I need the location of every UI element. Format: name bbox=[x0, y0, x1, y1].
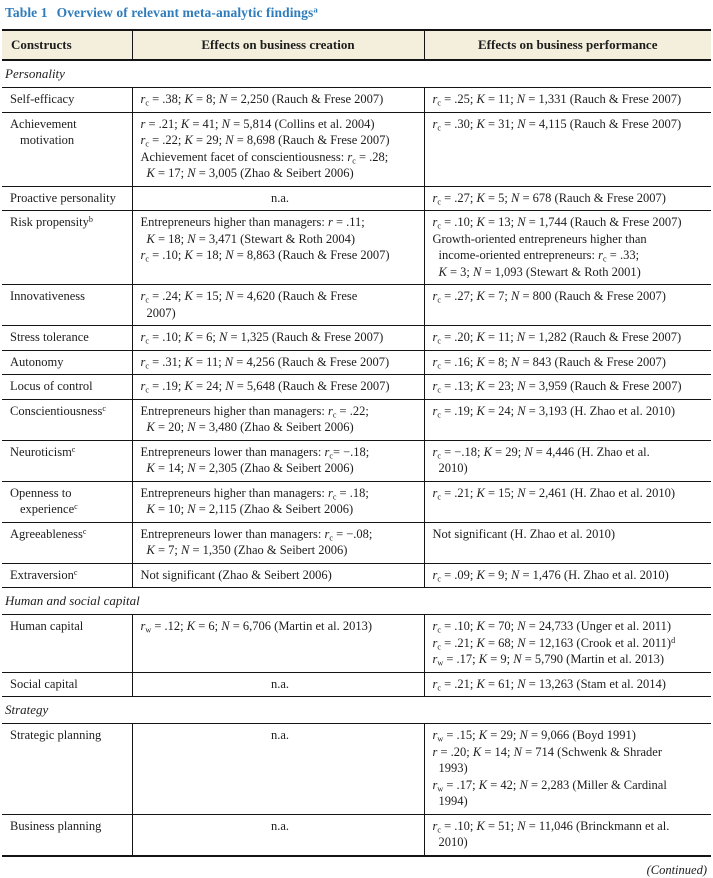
table-body bbox=[2, 60, 711, 856]
cell-line: K = 7; N = 1,350 (Zhao & Seibert 2006) bbox=[146, 543, 348, 557]
cell-line: 2010) bbox=[438, 835, 468, 849]
cell-line: 1993) bbox=[438, 761, 468, 775]
cell-line: 2007) bbox=[146, 305, 176, 320]
column-header-constructs: Constructs bbox=[2, 30, 132, 60]
cell-line: $r_c = .10$; K = 6; N = 1,325 (Rauch & Frese 2007) bbox=[140, 330, 384, 346]
section-label: Personality bbox=[2, 60, 711, 88]
construct-cell bbox=[2, 522, 132, 563]
construct-label: Agreeableness$^c$ bbox=[10, 526, 87, 541]
creation-cell bbox=[132, 112, 424, 186]
table-row bbox=[2, 563, 711, 588]
performance-cell bbox=[424, 375, 711, 400]
creation-cell bbox=[132, 350, 424, 375]
cell-line: $r_c = .10$; K = 18; N = 8,863 (Rauch & Frese 2007) bbox=[140, 248, 390, 264]
construct-label: Autonomy bbox=[10, 354, 64, 369]
header-row bbox=[2, 30, 711, 60]
creation-cell bbox=[132, 522, 424, 563]
table-row bbox=[2, 326, 711, 351]
performance-cell bbox=[424, 522, 711, 563]
cell-line: $r_c = .21$; K = 15; N = 2,461 (H. Zhao et al. 2010) bbox=[432, 485, 675, 501]
performance-cell bbox=[424, 563, 711, 588]
creation-cell bbox=[132, 211, 424, 285]
table-row bbox=[2, 724, 711, 815]
performance-cell bbox=[424, 399, 711, 440]
construct-cell bbox=[2, 326, 132, 351]
table-row bbox=[2, 112, 711, 186]
cell-line: $r_c = .31$; K = 11; N = 4,256 (Rauch & Frese 2007) bbox=[140, 354, 390, 370]
table-title bbox=[2, 3, 711, 29]
construct-label: Locus of control bbox=[10, 379, 93, 393]
performance-cell bbox=[424, 285, 711, 326]
construct-label: Extraversion$^c$ bbox=[10, 567, 78, 582]
table-row bbox=[2, 615, 711, 673]
section-label: Human and social capital bbox=[2, 588, 711, 615]
creation-cell bbox=[132, 399, 424, 440]
cell-line: Entrepreneurs higher than managers: r = .11; bbox=[140, 215, 365, 229]
cell-line: $r_c = .25$; K = 11; N = 1,331 (Rauch & Frese 2007) bbox=[432, 92, 682, 108]
construct-cell bbox=[2, 563, 132, 588]
construct-label: Social capital bbox=[10, 676, 78, 691]
performance-cell bbox=[424, 672, 711, 697]
table-row bbox=[2, 814, 711, 856]
table-row bbox=[2, 481, 711, 522]
cell-line: $r_c = .22$; K = 29; N = 8,698 (Rauch & Frese 2007) bbox=[140, 133, 390, 149]
performance-cell bbox=[424, 814, 711, 856]
cell-line: $r_w = .17$; K = 9; N = 5,790 (Martin et al. 2013) bbox=[432, 652, 665, 668]
cell-line: Entrepreneurs lower than managers: $r_c = -.08$; bbox=[140, 526, 373, 542]
cell-line: K = 14; N = 2,305 (Zhao & Seibert 2006) bbox=[146, 461, 354, 475]
cell-line: Entrepreneurs higher than managers: $r_c = .18$; bbox=[140, 485, 369, 501]
section-row bbox=[2, 60, 711, 88]
table-row bbox=[2, 672, 711, 697]
construct-cell bbox=[2, 814, 132, 856]
table-row bbox=[2, 399, 711, 440]
continued-note: (Continued) bbox=[646, 862, 707, 877]
construct-label: Openness to experience$^c$ bbox=[10, 485, 78, 516]
table-caption: Overview of relevant meta-analytic findings$^a$ bbox=[56, 4, 318, 20]
performance-cell bbox=[424, 186, 711, 211]
cell-line: $r_c = .21$; K = 68; N = 12,163 (Crook et al. 2011)$^d$ bbox=[432, 635, 676, 651]
cell-line: Entrepreneurs lower than managers: $r_c= -.18$; bbox=[140, 444, 370, 460]
cell-line: 1994) bbox=[438, 794, 468, 808]
construct-cell bbox=[2, 440, 132, 481]
cell-line: $r_c = .16$; K = 8; N = 843 (Rauch & Frese 2007) bbox=[432, 354, 666, 370]
creation-cell bbox=[132, 285, 424, 326]
construct-label: Strategic planning bbox=[10, 728, 102, 742]
construct-label: Self-efficacy bbox=[10, 92, 75, 106]
cell-line: $r_c = -.18$; K = 29; N = 4,446 (H. Zhao et al. bbox=[432, 444, 650, 460]
cell-line: $r_c = .10$; K = 70; N = 24,733 (Unger et al. 2011) bbox=[432, 619, 672, 635]
cell-line: 2010) bbox=[438, 461, 468, 475]
cell-line: n.a. bbox=[270, 728, 290, 742]
performance-cell bbox=[424, 211, 711, 285]
meta-analytic-table bbox=[2, 29, 711, 857]
construct-label: Proactive personality bbox=[10, 190, 116, 205]
creation-cell bbox=[132, 375, 424, 400]
creation-cell bbox=[132, 563, 424, 588]
construct-cell bbox=[2, 186, 132, 211]
creation-cell bbox=[132, 724, 424, 815]
cell-line: $r_c = .10$; K = 13; N = 1,744 (Rauch & Frese 2007) bbox=[432, 215, 682, 231]
construct-cell bbox=[2, 285, 132, 326]
performance-cell bbox=[424, 326, 711, 351]
table-row bbox=[2, 522, 711, 563]
cell-line: $r_c = .19$; K = 24; N = 5,648 (Rauch & Frese 2007) bbox=[140, 379, 390, 395]
construct-cell bbox=[2, 350, 132, 375]
cell-line: r = .20; K = 14; N = 714 (Schwenk & Shrader bbox=[432, 744, 663, 759]
cell-line: $r_w = .12$; K = 6; N = 6,706 (Martin et al. 2013) bbox=[140, 619, 373, 635]
construct-label: Neuroticism$^c$ bbox=[10, 444, 76, 459]
performance-cell bbox=[424, 481, 711, 522]
construct-cell bbox=[2, 211, 132, 285]
cell-line: K = 10; N = 2,115 (Zhao & Seibert 2006) bbox=[146, 502, 354, 516]
section-row bbox=[2, 588, 711, 615]
section-label: Strategy bbox=[2, 697, 711, 724]
performance-cell bbox=[424, 350, 711, 375]
table-number: Table 1 bbox=[5, 5, 48, 20]
construct-label: Human capital bbox=[10, 619, 84, 633]
cell-line: $r_c = .24$; K = 15; N = 4,620 (Rauch & Frese bbox=[140, 289, 358, 305]
performance-cell bbox=[424, 88, 711, 113]
creation-cell bbox=[132, 88, 424, 113]
construct-label: Conscientiousness$^c$ bbox=[10, 403, 106, 418]
cell-line: K = 20; N = 3,480 (Zhao & Seibert 2006) bbox=[146, 420, 354, 434]
cell-line: Entrepreneurs higher than managers: $r_c = .22$; bbox=[140, 403, 369, 419]
performance-cell bbox=[424, 440, 711, 481]
cell-line: Not significant (H. Zhao et al. 2010) bbox=[432, 526, 616, 541]
table-row bbox=[2, 375, 711, 400]
construct-label: Stress tolerance bbox=[10, 330, 89, 344]
cell-line: r = .21; K = 41; N = 5,814 (Collins et al. 2004) bbox=[140, 116, 375, 131]
creation-cell bbox=[132, 672, 424, 697]
creation-cell bbox=[132, 481, 424, 522]
construct-cell bbox=[2, 399, 132, 440]
paper-table-page bbox=[2, 3, 711, 878]
construct-cell bbox=[2, 112, 132, 186]
table-row bbox=[2, 440, 711, 481]
cell-line: income-oriented entrepreneurs: $r_c = .33$; bbox=[438, 248, 640, 264]
table-row bbox=[2, 88, 711, 113]
cell-line: n.a. bbox=[270, 676, 290, 691]
cell-line: $r_c = .21$; K = 61; N = 13,263 (Stam et al. 2014) bbox=[432, 676, 666, 692]
cell-line: $r_c = .30$; K = 31; N = 4,115 (Rauch & Frese 2007) bbox=[432, 116, 682, 132]
performance-cell bbox=[424, 724, 711, 815]
creation-cell bbox=[132, 326, 424, 351]
cell-line: $r_c = .13$; K = 23; N = 3,959 (Rauch & Frese 2007) bbox=[432, 379, 682, 395]
cell-line: n.a. bbox=[270, 818, 290, 833]
cell-line: $r_w = .15$; K = 29; N = 9,066 (Boyd 1991) bbox=[432, 728, 636, 744]
cell-line: $r_c = .27$; K = 7; N = 800 (Rauch & Frese 2007) bbox=[432, 289, 666, 305]
cell-line: Not significant (Zhao & Seibert 2006) bbox=[140, 567, 332, 582]
cell-line: $r_c = .10$; K = 51; N = 11,046 (Brinckmann et al. bbox=[432, 818, 670, 834]
table-row bbox=[2, 186, 711, 211]
cell-line: K = 18; N = 3,471 (Stewart & Roth 2004) bbox=[146, 231, 356, 246]
column-header-performance: Effects on business performance bbox=[424, 30, 711, 60]
cell-line: $r_c = .19$; K = 24; N = 3,193 (H. Zhao et al. 2010) bbox=[432, 403, 675, 419]
cell-line: $r_c = .27$; K = 5; N = 678 (Rauch & Frese 2007) bbox=[432, 190, 666, 206]
cell-line: $r_c = .20$; K = 11; N = 1,282 (Rauch & Frese 2007) bbox=[432, 330, 682, 346]
performance-cell bbox=[424, 112, 711, 186]
section-row bbox=[2, 697, 711, 724]
table-row bbox=[2, 211, 711, 285]
construct-cell bbox=[2, 481, 132, 522]
creation-cell bbox=[132, 186, 424, 211]
construct-cell bbox=[2, 615, 132, 673]
creation-cell bbox=[132, 440, 424, 481]
cell-line: Achievement facet of conscientiousness: $r_c = .28$; bbox=[140, 149, 389, 165]
construct-label: Achievement motivation bbox=[10, 116, 77, 147]
cell-line: Growth-oriented entrepreneurs higher than bbox=[432, 231, 647, 246]
cell-line: $r_w = .17$; K = 42; N = 2,283 (Miller & Cardinal bbox=[432, 777, 667, 793]
construct-label: Risk propensity$^b$ bbox=[10, 214, 93, 229]
construct-cell bbox=[2, 672, 132, 697]
cell-line: K = 17; N = 3,005 (Zhao & Seibert 2006) bbox=[146, 166, 354, 180]
cell-line: n.a. bbox=[270, 190, 290, 205]
cell-line: $r_c = .09$; K = 9; N = 1,476 (H. Zhao et al. 2010) bbox=[432, 567, 669, 583]
creation-cell bbox=[132, 814, 424, 856]
creation-cell bbox=[132, 615, 424, 673]
column-header-creation: Effects on business creation bbox=[132, 30, 424, 60]
construct-cell bbox=[2, 724, 132, 815]
cell-line: $r_c = .38$; K = 8; N = 2,250 (Rauch & Frese 2007) bbox=[140, 92, 384, 108]
construct-label: Business planning bbox=[10, 818, 102, 833]
table-row bbox=[2, 350, 711, 375]
construct-label: Innovativeness bbox=[10, 289, 85, 303]
construct-cell bbox=[2, 88, 132, 113]
performance-cell bbox=[424, 615, 711, 673]
construct-cell bbox=[2, 375, 132, 400]
table-row bbox=[2, 285, 711, 326]
cell-line: K = 3; N = 1,093 (Stewart & Roth 2001) bbox=[438, 264, 641, 279]
